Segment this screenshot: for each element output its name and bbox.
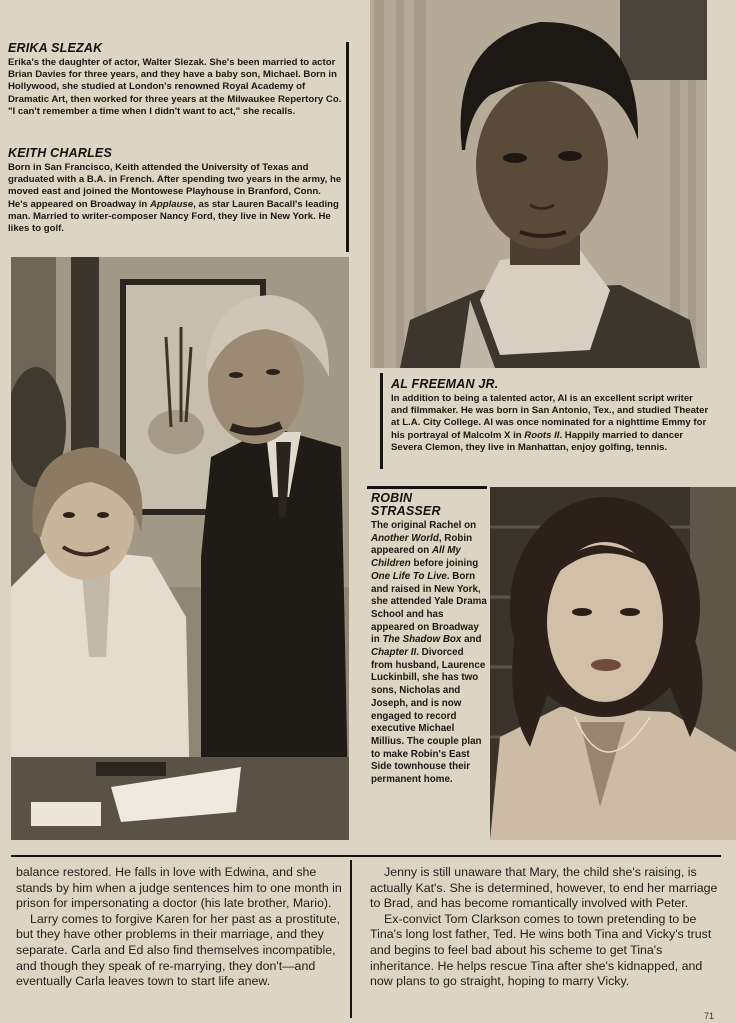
story-column-right (370, 865, 718, 990)
horizontal-rule-story (11, 855, 721, 857)
bio-robin-strasser (371, 492, 487, 787)
story-right-p1: Jenny is still unaware that Mary, the child she's raising, is actually Kat's. She is determined, however, to end her marriage to Brad, and has become romantically involved with Peter. (370, 865, 718, 911)
bio-al-text: In addition to being a talented actor, Al is an excellent script writer and filmmaker. He was born in San Antonio, Tex., and studied Theater at L.A. City College. Al was once nominated for a nighttime Emmy for his portrayal of Malcolm X in Roots II. Happily married to dancer Severa Clemon, they live in Manhattan, enjoy golfing, tennis. (391, 393, 709, 453)
bio-robin-name: ROBIN STRASSER (371, 491, 441, 518)
page-number: 71 (703, 1011, 714, 1021)
bio-erika-name: ERIKA SLEZAK (8, 41, 103, 55)
bio-al-freeman (391, 377, 709, 454)
column-divider (350, 860, 352, 1018)
story-left-p2: Larry comes to forgive Karen for her past as a prostitute, but they have other problems in their marriage, and they separate. Carla and Ed also find themselves incompatible, and though they speak of re-marrying, they don't—and eventually Carla leaves town to start life anew. (16, 911, 340, 989)
story-right-p2: Ex-convict Tom Clarkson comes to town pretending to be Tina's long lost father, Ted. He wins both Tina and Vicky's trust and begins to feel bad about his scheme to get Tina's inheritance. He helps rescue Tina after she's kidnapped, and now plans to go straight, hoping to marry Vicky. (370, 911, 712, 989)
slezak-charles-photo (11, 257, 349, 840)
horizontal-rule-robin (367, 486, 487, 489)
story-column-left (16, 865, 344, 990)
vertical-rule-top-left (346, 42, 349, 252)
bio-keith-name: KEITH CHARLES (8, 146, 112, 160)
bio-erika-slezak (8, 41, 343, 118)
horizontal-rule-al (380, 373, 383, 469)
robin-strasser-photo (490, 487, 736, 840)
bio-robin-text: The original Rachel on Another World, Robin appeared on All My Children before joining One Life To Live. Born and raised in New York, she attended Yale Drama School and has appeared on Broadway in The Shadow Box and Chapter II. Divorced from husband, Laurence Luckinbill, she has two sons, Nicholas and Joseph, and is now engaged to record executive Michael Millius. The couple plan to make Robin's East Side townhouse their permanent home. (371, 520, 487, 786)
story-left-p1: balance restored. He falls in love with Edwina, and she stands by him when a judge sentences him to one month in prison for impersonating a doctor (his late brother, Mario). (16, 865, 342, 911)
bio-keith-charles (8, 146, 343, 235)
bio-keith-text: Born in San Francisco, Keith attended the University of Texas and graduated with a B.A. in French. After spending two years in the army, he moved east and joined the Montowese Playhouse in Branford, Conn. He's appeared on Broadway in Applause, as star Lauren Bacall's leading man. Married to writer-composer Nancy Ford, they live in New York. He likes to golf. (8, 162, 342, 235)
bio-erika-text: Erika's the daughter of actor, Walter Slezak. She's been married to actor Brian Davies for three years, and they have a baby son, Michael. Born in Hollywood, she studied at London's renowned Royal Academy of Dramatic Art, then worked for three years at the Milwaukee Repertory Co. "I can't remember a time when I didn't want to act," she recalls. (8, 57, 342, 117)
bio-al-name: AL FREEMAN JR. (391, 377, 499, 391)
al-freeman-photo (370, 0, 707, 368)
